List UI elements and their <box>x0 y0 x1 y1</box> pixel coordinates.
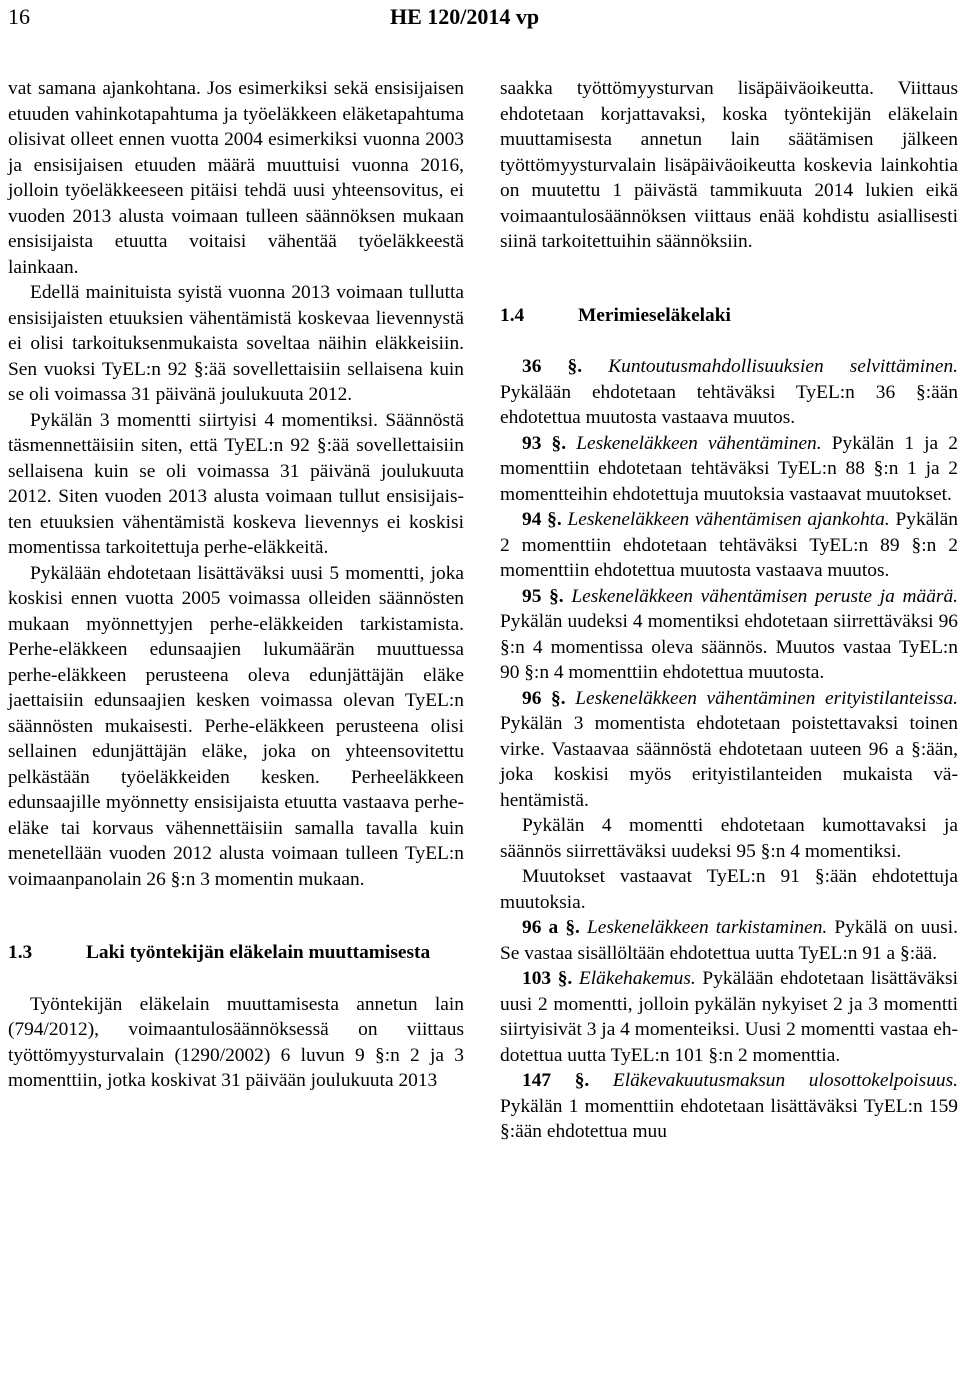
section-95 <box>500 584 958 686</box>
section-number: 147 §. <box>522 1070 590 1091</box>
document-id: HE 120/2014 vp <box>390 4 540 29</box>
section-94 <box>500 507 958 584</box>
section-title: Kuntoutusmahdollisuuksien selvittäminen. <box>608 356 959 377</box>
section-number: 96 a §. <box>522 917 580 938</box>
paragraph: Muutokset vastaavat TyEL:n 91 §:ään ehdotettuja muutoksia. <box>500 866 958 913</box>
section-147 <box>500 1068 958 1145</box>
section-text: Pykälän 3 momentista ehdotetaan poistettavaksi toinen virke. Vastaavaa säännöstä ehdotetaan uuteen 96 a §:ään, joka koskisi myös erityistilanteiden mukaista vähentämistä. <box>500 713 958 811</box>
section-number: 1.4 <box>500 304 525 326</box>
section-number: 93 §. <box>522 432 567 454</box>
section-title: Eläkevakuutusmaksun ulosottokelpoisuus. <box>612 1070 958 1091</box>
page-number: 16 <box>8 4 30 29</box>
paragraph: Pykälän 4 momentti ehdotetaan kumottavaksi ja säännös siirrettäväksi uudeksi 95 §:n 4 momentiksi. <box>500 815 958 862</box>
section-title: Leskeneläkkeen tarkistaminen. <box>587 917 828 938</box>
section-text: Pykälään ehdotetaan lisättäväksi uusi 2 momentti, jolloin pykälän nykyiset 2 ja 3 momentti siirtyisivät 3 ja 4 momenteiksi. Uusi 2 momentti vastaa ehdotettua uutta TyEL:n 101 §:n 2 momenttia. <box>500 968 958 1066</box>
section-heading <box>8 940 464 966</box>
section-text: Pykälä on uusi. Se vastaa sisällöltään ehdotettua uutta TyEL:n 91 a §:ää. <box>500 917 958 964</box>
paragraph: Työntekijän eläkelain muuttamisesta annetun lain (794/2012), voimaantulosäännöksessä on viittaus työttömyysturvalain (1290/2002) 6 luvun 9 §:n 2 ja 3 momenttiin, jotka koskivat 31 päivään joulukuuta 2013 <box>8 993 464 1091</box>
section-text: Pykälän 1 momenttiin ehdotetaan lisättäväksi TyEL:n 159 §:ään ehdotettua muu <box>500 1095 958 1142</box>
section-text: Pykälään ehdotetaan tehtäväksi TyEL:n 36 §:ään ehdotettua muutosta vastaava muutos. <box>500 381 958 428</box>
left-column <box>8 76 464 1094</box>
section-number: 96 §. <box>522 687 566 709</box>
section-title: Laki työntekijän eläkelain muuttamisesta <box>86 942 431 963</box>
section-number: 94 §. <box>522 509 562 530</box>
section-title: Leskeneläkkeen vähentäminen. <box>576 432 822 454</box>
right-column <box>500 76 958 1145</box>
paragraph: vat samana ajankohtana. Jos esimerkiksi sekä ensisijaisen etuuden vahinkotapahtuma ja työeläkkeen eläketapahtuma olisivat olleet ennen vuotta 2004 esimerkiksi vuonna 2003 ja ensisijaisen etuuden määrä muuttuisi vuonna 2016, jolloin työeläkkeeseen pitäisi tehdä uusi yhteensovitus, ei vuoden 2013 alusta voimaan tulleen säännöksen mukaan ensisijaista etuutta voitaisi vähentää työeläkkeestä lainkaan. <box>8 78 464 278</box>
section-number: 103 §. <box>522 968 573 989</box>
section-title: Leskeneläkkeen vähentämisen ajankohta. <box>567 509 890 530</box>
section-number: 95 §. <box>522 585 564 607</box>
paragraph: Edellä mainituista syistä vuonna 2013 voimaan tullutta ensisijaisten etuuksien vähentämistä koskevaa lievennystä ei olisi tarkoituksenmukaista soveltaa näihin eläkkeisiin. Sen vuoksi TyEL:n 92 §:ää sovellettaisiin sellaisena kuin se oli voimassa 31 päivänä joulukuuta 2012. <box>8 282 464 405</box>
section-title: Merimieseläkelaki <box>578 304 731 326</box>
paragraph: saakka työttömyysturvan lisäpäiväoikeutta. Viittaus ehdotetaan korjattavaksi, koska työntekijän eläkelain muuttamisesta annetun lain säätämisen jälkeen työttömyysturvalain lisäpäiväoikeutta koskevia lainkohtia on muutettu 1 päivästä tammikuuta 2014 lukien eikä voimaantulosäännöksen viittaus enää kohdistu asiallisesti siinä tarkoitettuihin säännöksiin. <box>500 78 958 252</box>
page-header <box>0 0 960 36</box>
section-text: Pykälän 1 ja 2 momenttiin ehdotetaan tehtäväksi TyEL:n 88 §:n 1 ja 2 momentteihin ehdotettuja muutoksia vastaavat muutokset. <box>500 432 958 505</box>
section-93 <box>500 431 958 508</box>
section-36 <box>500 354 958 431</box>
section-96a <box>500 915 958 966</box>
section-heading <box>500 303 958 329</box>
section-title: Leskeneläkkeen vähentämisen peruste ja määrä. <box>571 585 958 607</box>
section-text: Pykälän uudeksi 4 momentiksi ehdotetaan siirrettäväksi 96 §:n 4 momentissa oleva säännös. Muutos vastaa TyEL:n 90 §:n 4 momenttiin ehdotettua muutosta. <box>500 611 958 683</box>
paragraph: Pykälän 3 momentti siirtyisi 4 momentiksi. Säännöstä täsmennettäisiin siten, että TyEL:n 92 §:ää sovellettaisiin sellaisena kuin se oli voimassa 31 päivänä joulukuuta 2012. Siten vuoden 2013 alusta voimaan tullut ensisijaisten etuuksien vähentämistä koskeva lievennys ei koskisi momentissa tarkoitettuja perhe-eläkkeitä. <box>8 409 464 558</box>
paragraph: Pykälään ehdotetaan lisättäväksi uusi 5 momentti, joka koskisi ennen vuotta 2005 voimassa olleiden säännösten mukaan myönnettyjen perhe-eläkkeiden tarkistamista. Perhe-eläkkeen edunsaajien lukumäärän muuttuessa perhe-eläkkeen perusteena oleva edunjättäjän eläke jaettaisiin edunsaajien kesken voimassa olevan TyEL:n säännösten mukaisesti. Perhe-eläkkeen perusteena olisi sellainen edunjättäjän eläke, joka on yhteensovitettu pelkästään työeläkkeiden kesken. Perheeläkkeen edunsaajille myönnetty ensisijaista etuutta vastaava perhe-eläke tai korvaus vähennettäisiin samalla tavalla kuin menetellään vuoden 2012 alusta voimaan tulleen TyEL:n voimaanpanolain 26 §:n 3 momentin mukaan. <box>8 562 464 890</box>
section-number: 1.3 <box>8 942 33 963</box>
section-103 <box>500 966 958 1068</box>
section-number: 36 §. <box>522 356 583 377</box>
section-96 <box>500 686 958 814</box>
section-text: Pykälän 2 momenttiin ehdotetaan tehtäväksi TyEL:n 89 §:n 2 momenttiin ehdotettua muutosta vastaava muutos. <box>500 509 958 581</box>
section-title: Eläkehakemus. <box>578 968 696 989</box>
section-title: Leskeneläkkeen vähentäminen erityistilanteissa. <box>575 687 959 709</box>
